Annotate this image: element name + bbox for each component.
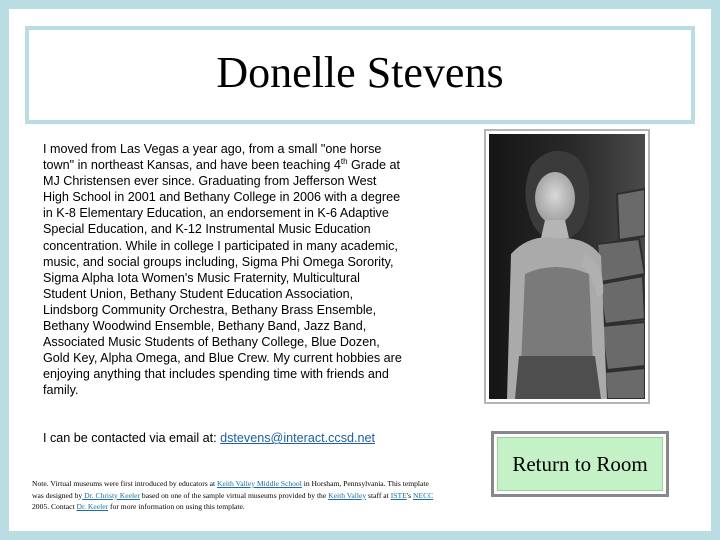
portrait-image: [489, 134, 645, 399]
keith-valley-link[interactable]: Keith Valley: [328, 490, 367, 500]
return-to-room-button[interactable]: [491, 431, 669, 497]
note-text: 's: [406, 490, 413, 500]
contact-line: [43, 430, 375, 446]
note-text: for more information on using this template.: [108, 502, 245, 511]
christy-keeler-link[interactable]: Dr. Christy Keeler: [82, 490, 140, 500]
portrait-photo: [486, 131, 648, 402]
note-text: based on one of the sample virtual museums provided by the: [140, 490, 329, 500]
note-text: in Horsham, Pennsylvania. This template was designed by: [32, 479, 429, 500]
email-link[interactable]: dstevens@interact.ccsd.net: [220, 431, 376, 445]
necc-link[interactable]: NECC: [412, 490, 434, 500]
bio-text-part1: I moved from Las Vegas a year ago, from a small "one horse town" in northeast Kansas, and have been teaching 4: [43, 142, 382, 173]
keith-valley-school-link[interactable]: Keith Valley Middle School: [216, 479, 302, 488]
bio-text: [43, 141, 403, 399]
note-text: Note. Virtual museums were first introduced by educators at: [32, 479, 217, 488]
dr-keeler-link[interactable]: Dr. Keeler: [76, 502, 109, 511]
title-box: [25, 26, 695, 124]
template-note: [32, 478, 436, 513]
return-to-room-label: Return to Room: [497, 437, 663, 491]
note-text: staff at: [366, 490, 391, 500]
note-text: 2005. Contact: [32, 502, 77, 511]
iste-link[interactable]: ISTE: [390, 490, 407, 500]
page-title: Donelle Stevens: [216, 48, 504, 97]
bio-text-part2: Grade at MJ Christensen ever since. Graduating from Jefferson West High School in 2001 and Bethany College in 2006 with a degree in K-8 Elementary Education, an endorsement in K-6 Adaptive Special Education, and K-12 Instrumental Music Education concentration. While in college I participated in many academic, music, and social groups including, Sigma Phi Omega Sorority, Sigma Alpha Iota Women's Music Fraternity, Multicultural Student Union, Bethany Student Education Association, Lindsborg Community Orchestra, Bethany Brass Ensemble, Bethany Woodwind Ensemble, Bethany Band, Jazz Band, Associated Music Students of Bethany College, Blue Dozen, Gold Key, Alpha Omega, and Blue Crew. My current hobbies are enjoying anything that includes spending time with friends and family.: [43, 158, 402, 398]
ordinal-suffix: th: [340, 156, 348, 166]
contact-prefix: I can be contacted via email at:: [43, 431, 221, 445]
